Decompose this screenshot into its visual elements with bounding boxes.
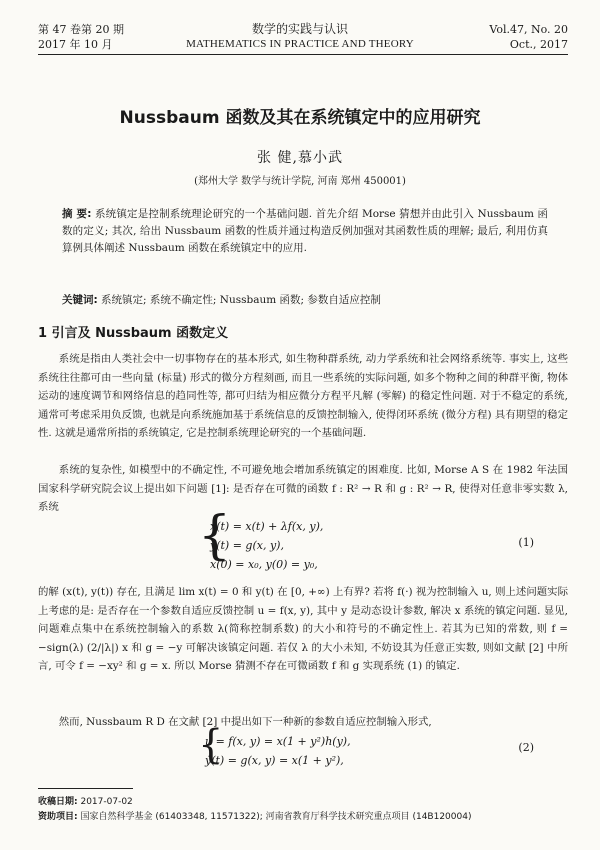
abstract-text: 系统镇定是控制系统理论研究的一个基础问题. 首先介绍 Morse 猜想并由此引入 Nussbaum 函数的定义; 其次, 给出 Nussbaum 函数的性质并通过构造反例加强对其函数性质的理解; 最后, 利用仿真算例具体阐述 Nussbaum 函数在系统镇定中的应用. — [62, 208, 548, 254]
footnote-received — [38, 795, 568, 809]
volume-issue-en: Vol.47, No. 20 — [489, 23, 568, 36]
body-paragraph-4: 然而, Nussbaum R D 在文献 [2] 中提出如下一种新的参数自适应控制输入形式, — [58, 716, 432, 728]
body-paragraph-2: 系统的复杂性, 如模型中的不确定性, 不可避免地会增加系统镇定的困难度. 比如, Morse A S 在 1982 年法国国家科学研究院会议上提出如下问题 [1]: 是否存在可微的函数 f : R² → R 和 g : R² → R, 使得对任意非零实数 λ, 系统 — [38, 464, 568, 513]
journal-title-en: MATHEMATICS IN PRACTICE AND THEORY — [186, 38, 414, 50]
equation-1 — [210, 517, 323, 574]
body-paragraph-1: 系统是指由人类社会中一切事物存在的基本形式, 如生物种群系统, 动力学系统和社会网络系统等. 事实上, 这些系统往往都可由一些向量 (标量) 形式的微分方程刻画, 而且一些系统的实际问题, 如多个物种之间的种群平衡, 物体运动的速度调节和网络信息的趋同性等, 都可归结为相应微分方程平凡解 (零解) 的稳定性问题. 对于不稳定的系统, 通常可考虑采用负反馈, 也就是向系统施加基于系统信息的反馈控制输入, 使得闭环系统 (微分方程) 具有期望的稳定性. 这就是通常所指的系统镇定, 它是控制系统理论研究的一个基础问题. — [38, 353, 568, 439]
received-label: 收稿日期: — [38, 797, 78, 807]
body-paragraph-3: 的解 (x(t), y(t)) 存在, 且满足 lim x(t) = 0 和 y(t) 在 [0, +∞) 上有界? 若将 f(·) 视为控制输入 u, 则上述问题实际上考虑的是: 是否存在一个参数自适应反馈控制 u = f(x, y), 其中 y 是动态设计参数, 解决 x 系统的镇定问题. 显见, 问题难点集中在系统控制输入的系数 λ(简称控制系数) 的大小和符号的不确定性上. 若其为已知的常数, 则 f = −sign(λ) (2/|λ|) x 和 g = −y 可解决该镇定问题. 若仅 λ 的大小未知, 不妨设其为任意正实数, 则如文献 [2] 中所言, 可令 f = −xy² 和 g = x. 所以 Morse 猜测不存在可微函数 f 和 g 实现系统 (1) 的镇定. — [38, 586, 568, 672]
funding-label: 资助项目: — [38, 812, 78, 822]
equation-2-brace: { — [198, 722, 224, 768]
received-date: 2017-07-02 — [80, 797, 133, 807]
journal-title-block — [150, 22, 450, 52]
section-heading: 1 引言及 Nussbaum 函数定义 — [38, 326, 229, 341]
equation-2-line-2: ẏ(t) = g(x, y) = x(1 + y²), — [205, 754, 344, 767]
abstract — [62, 206, 548, 257]
equation-1-line-2: ẏ(t) = g(x, y), — [210, 539, 284, 552]
equation-2-number: (2) — [518, 741, 534, 754]
keywords-text: 系统镇定; 系统不确定性; Nussbaum 函数; 参数自适应控制 — [101, 294, 381, 306]
volume-issue: 第 47 卷第 20 期 — [38, 23, 124, 36]
journal-issue-info — [38, 22, 124, 52]
issue-date-en: Oct., 2017 — [509, 38, 568, 51]
paper-title: Nussbaum 函数及其在系统镇定中的应用研究 — [119, 108, 481, 128]
funding-text: 国家自然科学基金 (61403348, 11571322); 河南省教育厅科学技术研究重点项目 (14B120004) — [80, 812, 472, 822]
equation-1-brace: { — [198, 506, 232, 566]
equation-1-number: (1) — [518, 536, 534, 549]
keywords-label: 关键词: — [62, 294, 98, 306]
equation-2-line-1: u = f(x, y) = x(1 + y²)h(y), — [205, 735, 351, 748]
equation-2 — [205, 732, 351, 770]
footnote-rule — [38, 788, 133, 789]
header-rule — [38, 54, 568, 55]
paper-affiliation: (郑州大学 数学与统计学院, 河南 郑州 450001) — [194, 176, 406, 187]
equation-1-line-1: ẋ(t) = x(t) + λf(x, y), — [210, 520, 324, 533]
keywords — [62, 292, 548, 308]
paper-authors: 张 健,慕小武 — [257, 150, 343, 166]
equation-1-line-3: x(0) = x₀, y(0) = y₀, — [210, 558, 318, 571]
issue-date: 2017 年 10 月 — [38, 38, 113, 51]
footnote-funding — [38, 810, 568, 824]
journal-issue-info-en — [489, 22, 568, 52]
abstract-label: 摘 要: — [62, 208, 92, 220]
journal-title-cn: 数学的实践与认识 — [251, 22, 348, 36]
